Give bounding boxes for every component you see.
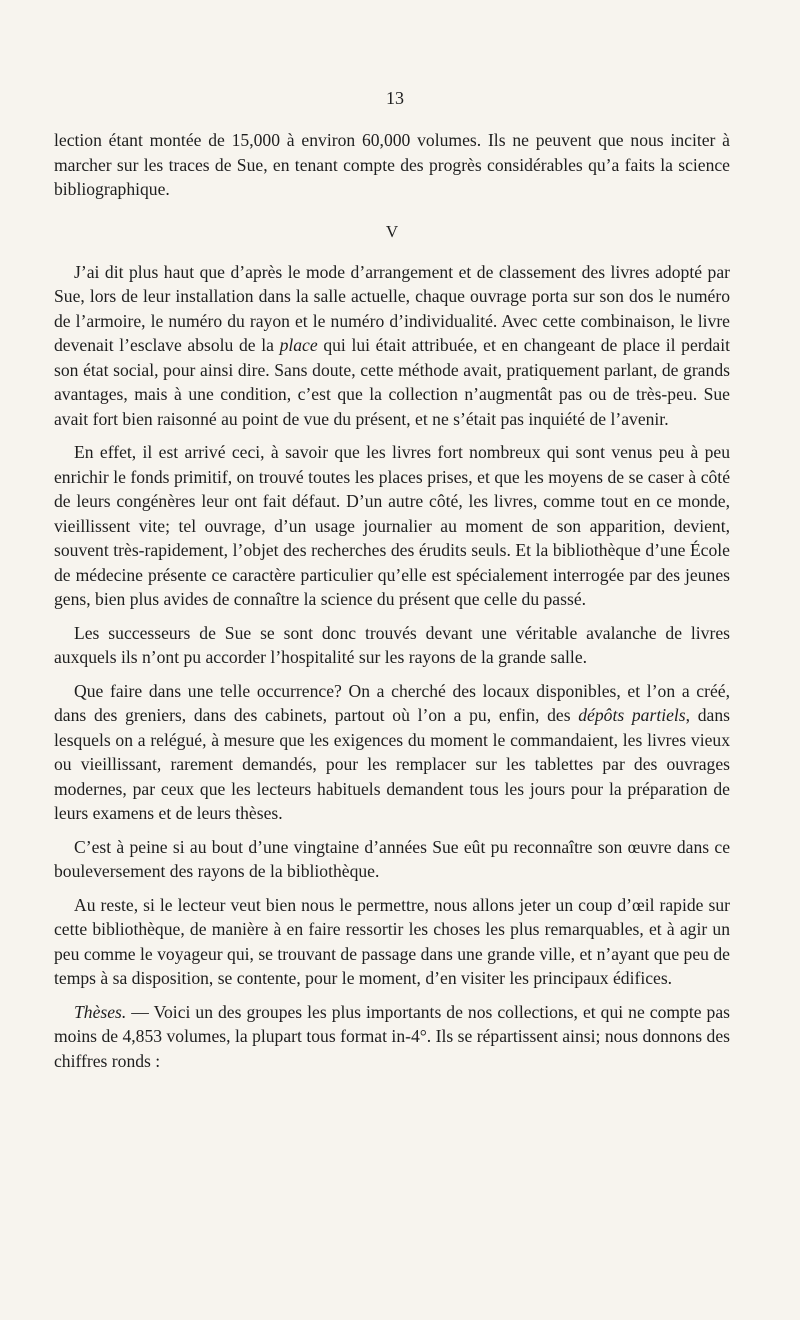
paragraph-1-text-b: qui lui était attribuée, et en changeant de place il perdait son état social, pour ainsi dire. Sans doute, cette méthode avait, pratiquement parlant, de grands avantages, mais à une condition, c’est que la collection n’augmentât pas ou de très-peu. Sue avait fort bien raisonné au point de vue du présent, et ne s’était pas inquiété de l’avenir. — [54, 335, 731, 429]
continuation-paragraph: lection étant montée de 15,000 à environ 60,000 volumes. Ils ne peuvent que nous inciter à marcher sur les traces de Sue, en tenant compte des progrès considérables qu’a faits la science bibliographique. — [54, 130, 730, 199]
section-heading: V — [385, 221, 399, 241]
paragraph-4-text-b: , dans lesquels on a relégué, à mesure que les exigences du moment le commandaient, les livres vieux ou vieillissant, rarement demandés, pour les remplacer sur les tablettes par des ouvrages modernes, par ceux que les lecteurs habituels demandent tous les jours pour la préparation de leurs examens et de leurs thèses. — [54, 705, 731, 823]
paragraph-3: Les successeurs de Sue se sont donc trouvés devant une véritable avalanche de livres auxquels ils n’ont pu accorder l’hospitalité sur les rayons de la grande salle. — [54, 622, 730, 667]
paragraph-5: C’est à peine si au bout d’une vingtaine d’années Sue eût pu reconnaître son œuvre dans ce bouleversement des rayons de la bibliothèque. — [54, 836, 730, 881]
paragraph-4-text-a: Que faire dans une telle occurrence? On a cherché des locaux disponibles, et l’on a créé, dans des greniers, dans des cabinets, partout où l’on a pu, enfin, des — [54, 680, 730, 725]
page-header — [0, 0, 800, 120]
page-body — [54, 128, 730, 1073]
paragraph-4-italic: dépôts partiels — [578, 705, 686, 725]
paragraph-7 — [54, 1000, 730, 1074]
paragraph-7-text: — Voici un des groupes les plus importants de nos collections, et qui ne compte pas moins de 4,853 volumes, la plupart tous format in-4°. Ils se répartissent ainsi; nous donnons des chiffres ronds : — [54, 1001, 730, 1071]
paragraph-1-italic: place — [279, 335, 318, 355]
paragraph-1-text-a: J’ai dit plus haut que d’après le mode d’arrangement et de classement des livres adopté par Sue, lors de leur installation dans la salle actuelle, chaque ouvrage porta sur son dos le numéro de l’armoire, le numéro du rayon et le numéro d’individualité. Avec cette combinaison, le livre devenait l’esclave absolu de la — [54, 261, 730, 355]
paragraph-6: Au reste, si le lecteur veut bien nous le permettre, nous allons jeter un coup d’œil rapide sur cette bibliothèque, de manière à en faire ressortir les choses les plus remarquables, et à agir un peu comme le voyageur qui, se trouvant de passage dans une grande ville, et n’ayant que peu de temps à sa disposition, se contente, pour le moment, d’en visiter les principaux édifices. — [54, 894, 730, 988]
paragraph-2: En effet, il est arrivé ceci, à savoir que les livres fort nombreux qui sont venus peu à peu enrichir le fonds primitif, on trouvé toutes les places prises, et que les moyens de se caser à côté de leurs congénères leur ont fait défaut. D’un autre côté, les livres, comme tout en ce monde, vieillissent vite; tel ouvrage, d’un usage journalier au moment de son apparition, devient, souvent très-rapidement, l’objet des recherches des érudits seuls. Et la bibliothèque d’une École de médecine présente ce caractère particulier qu’elle est spécialement interrogée par des jeunes gens, bien plus avides de connaître la science du présent que celle du passé. — [54, 442, 730, 609]
paragraph-1 — [54, 260, 730, 432]
page-number: 13 — [386, 88, 404, 108]
paragraph-7-italic: Thèses. — [74, 1001, 127, 1022]
paragraph-4 — [54, 679, 730, 826]
